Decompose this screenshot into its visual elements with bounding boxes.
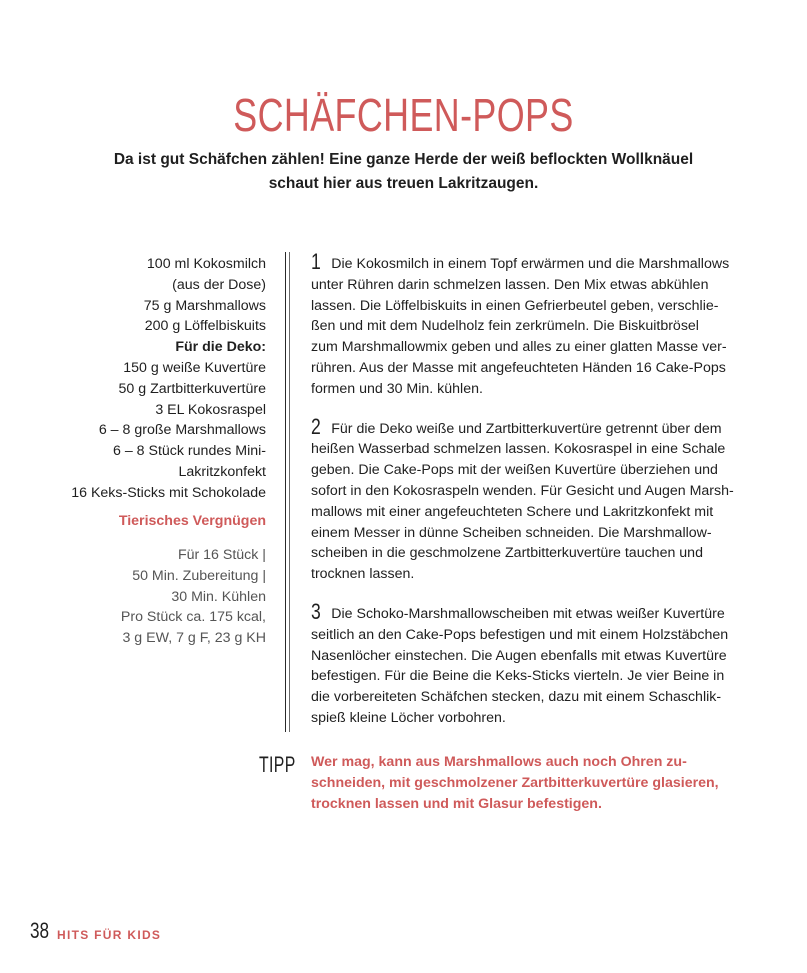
step-line: zum Marshmallowmix geben und alles zu einer glatten Masse ver- — [311, 339, 727, 356]
recipe-highlight: Tierisches Vergnügen — [118, 513, 266, 529]
recipe-title: SCHÄFCHEN-POPS — [233, 89, 574, 141]
step-text: Die Schoko-Marshmallowscheiben mit etwas weißer Kuvertüre — [331, 605, 725, 622]
ingredient-line: 16 Keks-Sticks mit Schokolade — [71, 484, 266, 501]
step-line: befestigen. Für die Beine die Keks-Sticks vierteln. Je vier Beine in — [311, 668, 725, 685]
tip-line: trocknen lassen und mit Glasur befestigen. — [311, 795, 602, 812]
step — [311, 598, 736, 729]
step-line: formen und 30 Min. kühlen. — [311, 380, 483, 397]
ingredient-line: 100 ml Kokosmilch — [146, 256, 266, 272]
step-text: Für die Deko weiße und Zartbitterkuvertüre getrennt über dem — [331, 420, 722, 437]
ingredient-line: 6 – 8 Stück rundes Mini- — [113, 443, 266, 460]
step-line: unter Rühren darin schmelzen lassen. Den Mix etwas abkühlen — [311, 276, 709, 293]
step — [311, 413, 736, 585]
ingredient-line: 6 – 8 große Marshmallows — [98, 422, 266, 439]
intro-line: schaut hier aus treuen Lakritzaugen. — [268, 175, 539, 192]
tip-line: Wer mag, kann aus Marshmallows auch noch Ohren zu- — [311, 754, 687, 770]
step-line: trocknen lassen. — [311, 566, 415, 583]
step-text: Die Kokosmilch in einem Topf erwärmen und die Marshmallows — [331, 256, 730, 272]
step-line: geben. Die Cake-Pops mit der weißen Kuvertüre überziehen und — [311, 462, 718, 479]
step-number: 3 — [311, 598, 321, 624]
step-line: lassen. Die Löffelbiskuits in einen Gefrierbeutel geben, verschlie- — [311, 297, 719, 314]
step-line: einem Messer in dünne Scheiben schneiden. Die Marshmallow- — [311, 524, 712, 541]
step-line — [311, 413, 736, 440]
step-line — [311, 598, 736, 625]
recipe-intro — [0, 148, 807, 196]
step-line: scheiben in die geschmolzene Zartbitterkuvertüre tauchen und — [311, 545, 703, 562]
ingredient-line: 3 EL Kokosraspel — [155, 401, 266, 418]
info-line: Für 16 Stück | — [177, 547, 266, 563]
ingredient-list — [16, 254, 266, 504]
ingredient-line: 75 g Marshmallows — [143, 297, 266, 314]
info-line: 50 Min. Zubereitung | — [132, 567, 266, 584]
intro-line: Da ist gut Schäfchen zählen! Eine ganze Herde der weiß beflockten Wollknäuel — [113, 151, 694, 168]
section-label: HITS FÜR KIDS — [57, 928, 162, 942]
ingredient-line: 200 g Löffelbiskuits — [144, 318, 266, 335]
step-number: 2 — [311, 413, 321, 439]
tip-text — [311, 752, 741, 814]
column-divider — [285, 252, 286, 732]
step-line: Nasenlöcher einstechen. Die Augen ebenfalls mit etwas Kuvertüre — [311, 647, 727, 664]
step-line — [311, 249, 736, 275]
step-line: rühren. Aus der Masse mit angefeuchteten Händen 16 Cake-Pops — [311, 359, 726, 376]
tip-line: schneiden, mit geschmolzener Zartbitterkuvertüre glasieren, — [311, 774, 719, 791]
step-line: seitlich an den Cake-Pops befestigen und mit einem Holzstäbchen — [311, 626, 729, 643]
step-line: sofort in den Kokosraspeln wenden. Für Gesicht und Augen Marsh- — [311, 482, 734, 499]
ingredient-line: Lakritzkonfekt — [178, 463, 266, 480]
ingredient-line: 150 g weiße Kuvertüre — [123, 359, 266, 376]
step — [311, 249, 736, 400]
ingredient-line: (aus der Dose) — [172, 276, 266, 293]
ingredient-line: 50 g Zartbitterkuvertüre — [118, 380, 266, 397]
page-number: 38 — [30, 918, 50, 943]
step-line: die vorbereiteten Schäfchen stecken, dazu mit einem Schaschlik- — [311, 689, 722, 706]
step-line: mallows mit einer angefeuchteten Schere und Lakritzkonfekt mit — [311, 503, 714, 520]
step-line: heißen Wasserbad schmelzen lassen. Kokosraspel in eine Schale — [311, 441, 726, 458]
step-line: ßen und mit dem Nudelholz fein zerkrümeln. Die Biskuitbrösel — [311, 318, 699, 335]
step-number: 1 — [311, 249, 321, 274]
ingredient-subheading: Für die Deko: — [175, 339, 266, 356]
info-line: 30 Min. Kühlen — [171, 588, 266, 605]
info-line: 3 g EW, 7 g F, 23 g KH — [122, 630, 266, 647]
column-divider — [289, 252, 290, 732]
recipe-info — [16, 545, 266, 649]
instruction-steps — [311, 249, 736, 746]
tip-label: TIPP — [259, 752, 296, 777]
info-line: Pro Stück ca. 175 kcal, — [120, 609, 266, 626]
step-line: spieß kleine Löcher vorbohren. — [311, 709, 506, 726]
